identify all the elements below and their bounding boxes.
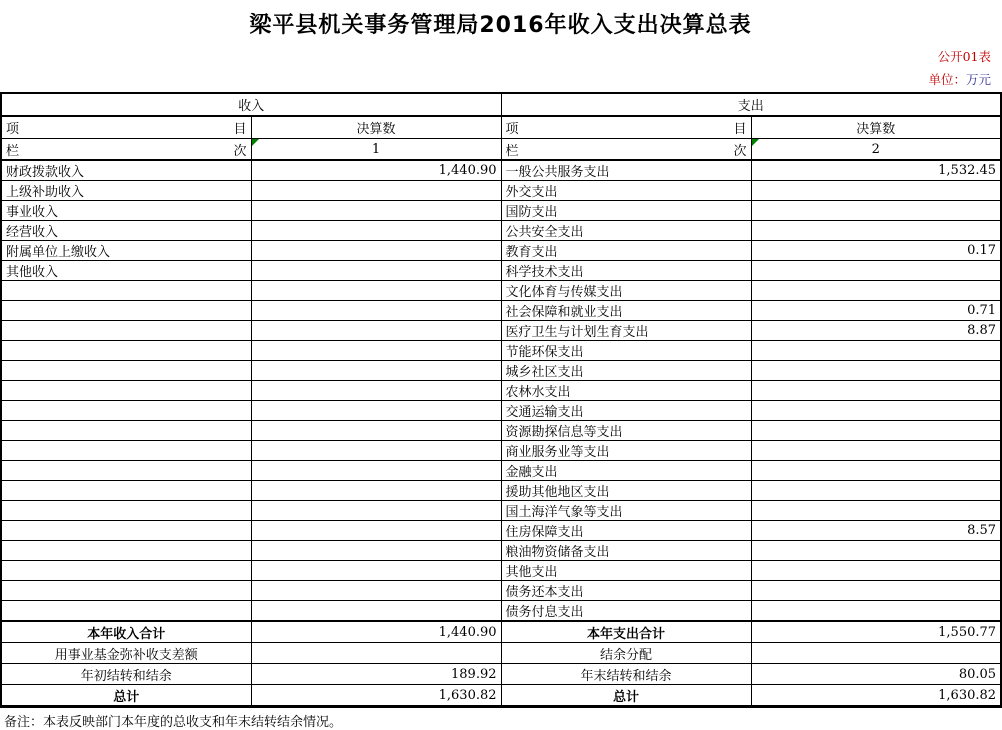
income-value-cell	[251, 581, 501, 601]
expense-item-cell: 债务付息支出	[501, 601, 751, 622]
expense-value-cell	[751, 601, 1001, 622]
unit-line	[0, 71, 1001, 87]
income-column-number-cell	[251, 139, 501, 161]
income-item-cell	[1, 401, 251, 421]
expense-value-cell: 80.05	[751, 664, 1001, 685]
income-item-cell	[1, 321, 251, 341]
income-value-cell	[251, 381, 501, 401]
expense-item-cell: 国土海洋气象等支出	[501, 501, 751, 521]
item-header-right: 目	[733, 122, 747, 137]
expense-value-cell	[751, 201, 1001, 221]
income-value-cell	[251, 521, 501, 541]
lan-label: 栏	[505, 143, 519, 159]
expense-value-cell	[751, 501, 1001, 521]
expense-value-cell	[751, 181, 1001, 201]
expense-value-cell	[751, 441, 1001, 461]
income-value-cell	[251, 441, 501, 461]
income-value-cell	[251, 421, 501, 441]
income-item-cell: 其他收入	[1, 261, 251, 281]
expense-item-cell: 农林水支出	[501, 381, 751, 401]
table-row	[1, 241, 1001, 261]
expense-item-cell: 国防支出	[501, 201, 751, 221]
income-value-cell	[251, 221, 501, 241]
table-row	[1, 601, 1001, 622]
lan-label: 栏	[6, 143, 20, 159]
unit-value: 万元	[965, 71, 991, 87]
income-item-cell	[1, 381, 251, 401]
section-header-row	[1, 93, 1001, 116]
item-header-right: 目	[233, 122, 247, 137]
sheet-number-line	[0, 51, 1001, 64]
table-row	[1, 281, 1001, 301]
expense-value-cell	[751, 281, 1001, 301]
income-value-cell	[251, 361, 501, 381]
income-value-cell	[251, 643, 501, 664]
expense-value-cell: 0.71	[751, 301, 1001, 321]
income-value-cell	[251, 201, 501, 221]
income-value-cell	[251, 181, 501, 201]
expense-value-cell	[751, 461, 1001, 481]
income-value-cell: 1,630.82	[251, 685, 501, 707]
expense-item-cell: 医疗卫生与计划生育支出	[501, 321, 751, 341]
income-value-cell	[251, 541, 501, 561]
table-row	[1, 160, 1001, 181]
income-item-cell: 事业收入	[1, 201, 251, 221]
unit-label: 单位：	[928, 71, 966, 87]
expense-value-cell	[751, 261, 1001, 281]
income-value-cell	[251, 321, 501, 341]
table-row	[1, 421, 1001, 441]
expense-value-cell	[751, 561, 1001, 581]
summary-row	[1, 664, 1001, 685]
expense-column-number-cell	[751, 139, 1001, 161]
income-item-cell: 经营收入	[1, 221, 251, 241]
expense-value-cell	[751, 381, 1001, 401]
expense-value-cell	[751, 341, 1001, 361]
income-item-cell	[1, 281, 251, 301]
income-value-cell	[251, 261, 501, 281]
table-row	[1, 201, 1001, 221]
expense-item-cell: 商业服务业等支出	[501, 441, 751, 461]
income-item-cell	[1, 561, 251, 581]
expense-value-cell: 1,532.45	[751, 160, 1001, 181]
table-row	[1, 401, 1001, 421]
income-item-cell	[1, 301, 251, 321]
accounts-table	[0, 92, 1002, 708]
expense-item-header	[501, 116, 751, 139]
income-value-cell	[251, 281, 501, 301]
income-value-cell: 189.92	[251, 664, 501, 685]
summary-row	[1, 685, 1001, 707]
summary-row	[1, 621, 1001, 643]
ci-label: 次	[733, 143, 747, 159]
table-row	[1, 261, 1001, 281]
table-row	[1, 481, 1001, 501]
income-value-cell	[251, 341, 501, 361]
expense-lanci-cell	[501, 139, 751, 161]
expense-value-cell	[751, 481, 1001, 501]
income-value-cell	[251, 501, 501, 521]
expense-value-cell	[751, 581, 1001, 601]
expense-item-cell: 科学技术支出	[501, 261, 751, 281]
item-header-left: 项	[505, 122, 519, 137]
expense-item-cell: 交通运输支出	[501, 401, 751, 421]
income-item-cell	[1, 581, 251, 601]
expense-item-cell: 援助其他地区支出	[501, 481, 751, 501]
income-item-cell	[1, 541, 251, 561]
income-value-cell	[251, 301, 501, 321]
income-item-cell	[1, 441, 251, 461]
income-item-cell: 用事业基金弥补收支差额	[1, 643, 251, 664]
income-item-cell: 本年收入合计	[1, 621, 251, 643]
expense-value-cell	[751, 401, 1001, 421]
item-header-left: 项	[6, 122, 20, 137]
expense-item-cell: 教育支出	[501, 241, 751, 261]
income-value-cell	[251, 481, 501, 501]
income-value-cell	[251, 241, 501, 261]
error-indicator-triangle-icon	[252, 139, 259, 146]
expense-value-cell: 8.57	[751, 521, 1001, 541]
income-lanci-cell	[1, 139, 251, 161]
expense-value-cell: 1,550.77	[751, 621, 1001, 643]
table-row	[1, 541, 1001, 561]
expense-value-cell	[751, 221, 1001, 241]
expense-item-cell: 公共安全支出	[501, 221, 751, 241]
table-row	[1, 501, 1001, 521]
report-page	[0, 8, 1001, 730]
expense-item-cell: 本年支出合计	[501, 621, 751, 643]
table-row	[1, 341, 1001, 361]
expense-item-cell: 年末结转和结余	[501, 664, 751, 685]
income-item-cell	[1, 461, 251, 481]
expense-item-cell: 文化体育与传媒支出	[501, 281, 751, 301]
expense-item-cell: 城乡社区支出	[501, 361, 751, 381]
income-item-cell: 财政拨款收入	[1, 160, 251, 181]
expense-value-cell	[751, 421, 1001, 441]
table-row	[1, 561, 1001, 581]
expense-item-cell: 其他支出	[501, 561, 751, 581]
income-item-cell: 总计	[1, 685, 251, 707]
income-column-number: 1	[371, 141, 381, 157]
table-row	[1, 181, 1001, 201]
expense-column-number: 2	[871, 141, 880, 157]
expense-amount-header: 决算数	[751, 116, 1001, 139]
expense-item-cell: 资源勘探信息等支出	[501, 421, 751, 441]
income-item-cell: 附属单位上缴收入	[1, 241, 251, 261]
table-row	[1, 321, 1001, 341]
income-item-cell	[1, 421, 251, 441]
income-amount-header: 决算数	[251, 116, 501, 139]
sheet-label: 公开01表	[937, 49, 991, 64]
expense-item-cell: 一般公共服务支出	[501, 160, 751, 181]
table-row	[1, 581, 1001, 601]
table-row	[1, 441, 1001, 461]
income-item-cell	[1, 521, 251, 541]
income-value-cell	[251, 561, 501, 581]
income-item-cell	[1, 481, 251, 501]
income-item-cell: 年初结转和结余	[1, 664, 251, 685]
summary-row	[1, 643, 1001, 664]
table-row	[1, 521, 1001, 541]
expense-item-cell: 债务还本支出	[501, 581, 751, 601]
table-row	[1, 301, 1001, 321]
income-item-cell	[1, 601, 251, 622]
income-item-cell	[1, 361, 251, 381]
expense-value-cell: 1,630.82	[751, 685, 1001, 707]
expense-item-cell: 金融支出	[501, 461, 751, 481]
income-value-cell: 1,440.90	[251, 160, 501, 181]
income-item-cell	[1, 341, 251, 361]
table-row	[1, 361, 1001, 381]
table-row	[1, 461, 1001, 481]
expense-value-cell	[751, 541, 1001, 561]
expense-item-cell: 节能环保支出	[501, 341, 751, 361]
expense-item-cell: 外交支出	[501, 181, 751, 201]
expense-value-cell	[751, 643, 1001, 664]
column-header-row	[1, 116, 1001, 139]
table-row	[1, 381, 1001, 401]
expense-item-cell: 粮油物资储备支出	[501, 541, 751, 561]
table-row	[1, 221, 1001, 241]
error-indicator-triangle-icon	[752, 139, 759, 146]
expense-value-cell	[751, 361, 1001, 381]
expense-item-cell: 结余分配	[501, 643, 751, 664]
income-item-header	[1, 116, 251, 139]
income-item-cell: 上级补助收入	[1, 181, 251, 201]
expense-item-cell: 住房保障支出	[501, 521, 751, 541]
expense-value-cell: 8.87	[751, 321, 1001, 341]
expense-item-cell: 社会保障和就业支出	[501, 301, 751, 321]
income-item-cell	[1, 501, 251, 521]
income-value-cell	[251, 601, 501, 622]
expense-section-header: 支出	[501, 93, 1001, 116]
expense-value-cell: 0.17	[751, 241, 1001, 261]
income-value-cell: 1,440.90	[251, 621, 501, 643]
expense-item-cell: 总计	[501, 685, 751, 707]
income-value-cell	[251, 461, 501, 481]
income-value-cell	[251, 401, 501, 421]
page-title: 梁平县机关事务管理局2016年收入支出决算总表	[249, 13, 752, 38]
ci-label: 次	[233, 143, 247, 159]
income-section-header: 收入	[1, 93, 501, 116]
column-number-row	[1, 139, 1001, 161]
footer-note: 备注：本表反映部门本年度的总收支和年末结转结余情况。	[4, 715, 343, 730]
